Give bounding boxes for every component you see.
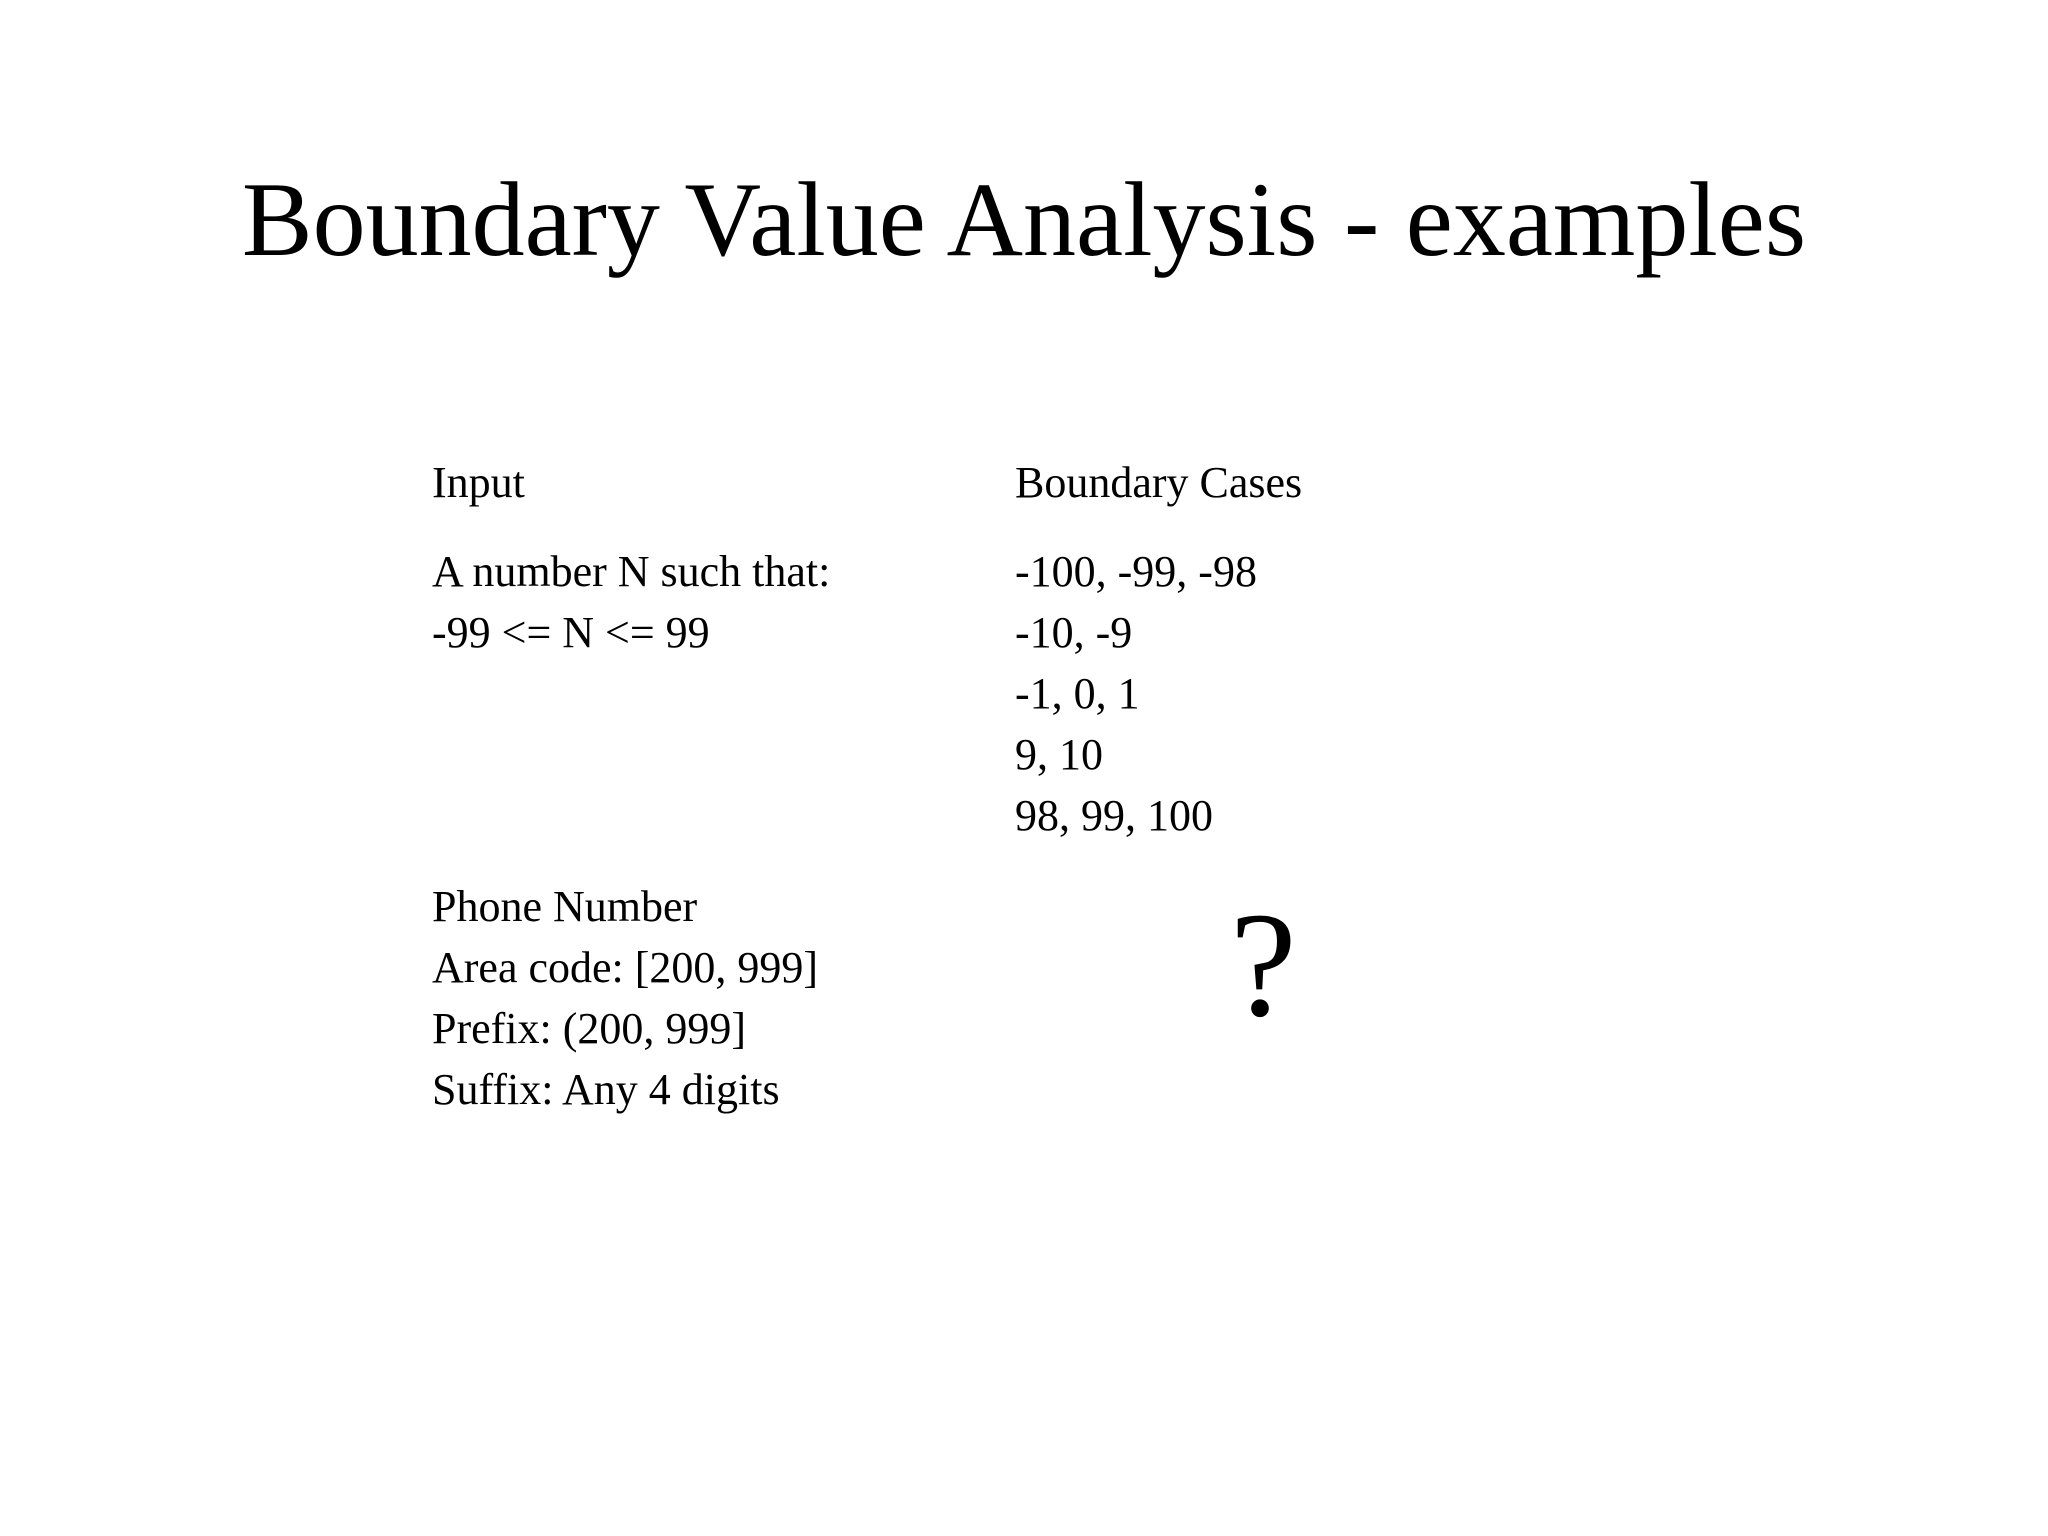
example-2-input-line: Phone Number (432, 882, 698, 931)
input-column-header: Input (432, 458, 525, 507)
example-2-input-line: Area code: [200, 999] (432, 943, 819, 992)
example-2-input-line: Prefix: (200, 999] (432, 1004, 747, 1053)
boundary-case-line: -100, -99, -98 (1015, 547, 1257, 596)
example-2-input-line: Suffix: Any 4 digits (432, 1065, 780, 1114)
example-1-input-line: A number N such that: (432, 547, 831, 596)
example-1-boundary-cases (1015, 541, 1257, 846)
example-1-input (432, 541, 830, 663)
slide-title: Boundary Value Analysis - examples (241, 161, 1807, 278)
boundary-case-line: -1, 0, 1 (1015, 669, 1140, 718)
boundary-case-line: -10, -9 (1015, 608, 1133, 657)
boundary-case-line: 98, 99, 100 (1015, 791, 1213, 840)
question-mark: ? (1230, 882, 1297, 1048)
boundary-case-line: 9, 10 (1015, 730, 1103, 779)
example-2-input (432, 876, 818, 1120)
example-1-input-line: -99 <= N <= 99 (432, 608, 710, 657)
boundary-cases-column-header: Boundary Cases (1015, 458, 1303, 507)
